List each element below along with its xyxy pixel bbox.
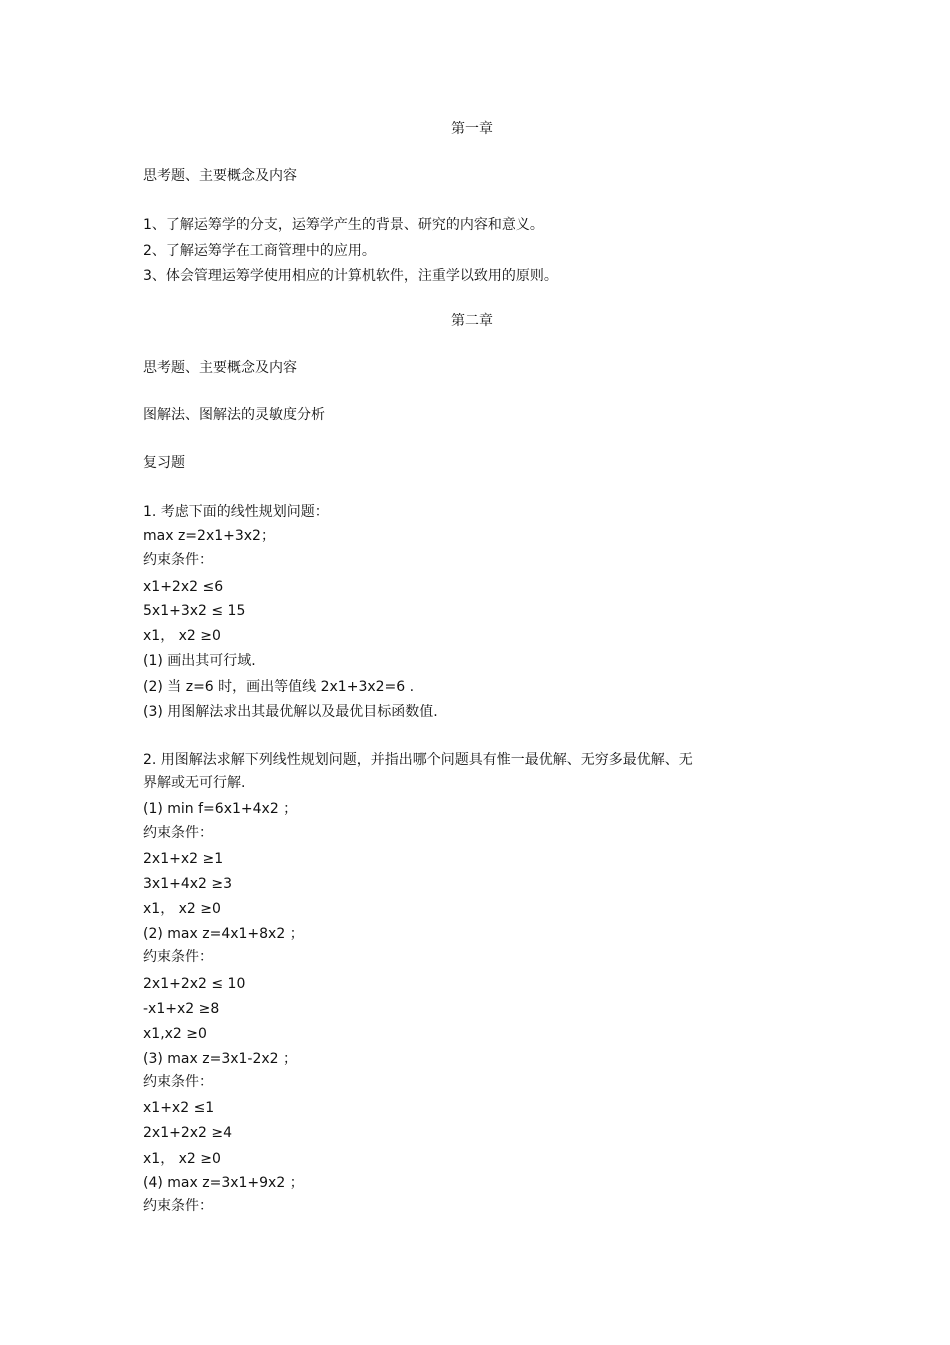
- q2-sub1-constraint-2: 3x1+4x2 ≥3: [143, 876, 233, 892]
- q2-sub3-objective: (3) max z=3x1-2x2 ；: [143, 1051, 298, 1067]
- chapter-1-item-2: 2、了解运筹学在工商管理中的应用。: [143, 243, 376, 259]
- chapter-2-title: 第二章: [451, 313, 493, 329]
- q1-constraint-1: x1+2x2 ≤6: [143, 579, 224, 595]
- q2-sub2-constraint-1: 2x1+2x2 ≤ 10: [143, 976, 246, 992]
- q2-sub2-constraint-3: x1,x2 ≥0: [143, 1026, 207, 1042]
- q1-constraint-3: x1， x2 ≥0: [143, 628, 221, 644]
- q2-sub3-constraint-2: 2x1+2x2 ≥4: [143, 1125, 233, 1141]
- q2-sub2-constraint-label: 约束条件：: [143, 949, 213, 965]
- chapter-2-topics: 图解法、图解法的灵敏度分析: [143, 407, 325, 423]
- q1-part-3: (3) 用图解法求出其最优解以及最优目标函数值.: [143, 704, 438, 720]
- q2-sub1-objective: (1) min f=6x1+4x2 ；: [143, 801, 298, 817]
- q1-part-2: (2) 当 z=6 时，画出等值线 2x1+3x2=6 .: [143, 679, 415, 695]
- chapter-1-item-3: 3、体会管理运筹学使用相应的计算机软件，注重学以致用的原则。: [143, 268, 558, 284]
- q2-sub1-constraint-1: 2x1+x2 ≥1: [143, 851, 224, 867]
- q1-stem: 1. 考虑下面的线性规划问题：: [143, 504, 329, 520]
- q2-sub1-constraint-label: 约束条件：: [143, 825, 213, 841]
- q2-sub4-objective: (4) max z=3x1+9x2 ；: [143, 1175, 304, 1191]
- q2-stem-line-2: 界解或无可行解.: [143, 775, 246, 791]
- q2-sub3-constraint-3: x1， x2 ≥0: [143, 1151, 221, 1167]
- q2-sub3-constraint-1: x1+x2 ≤1: [143, 1100, 215, 1116]
- q1-objective: max z=2x1+3x2；: [143, 528, 275, 544]
- q2-sub3-constraint-label: 约束条件：: [143, 1074, 213, 1090]
- q1-constraint-2: 5x1+3x2 ≤ 15: [143, 603, 246, 619]
- q2-sub2-objective: (2) max z=4x1+8x2 ；: [143, 926, 304, 942]
- chapter-2-heading: 思考题、主要概念及内容: [143, 360, 297, 376]
- q2-sub1-constraint-3: x1， x2 ≥0: [143, 901, 221, 917]
- chapter-1-heading: 思考题、主要概念及内容: [143, 168, 297, 184]
- chapter-1-title: 第一章: [451, 121, 493, 137]
- q1-constraint-label: 约束条件：: [143, 552, 213, 568]
- q2-sub4-constraint-label: 约束条件：: [143, 1198, 213, 1214]
- review-heading: 复习题: [143, 455, 185, 471]
- chapter-1-item-1: 1、了解运筹学的分支，运筹学产生的背景、研究的内容和意义。: [143, 217, 544, 233]
- q2-sub2-constraint-2: -x1+x2 ≥8: [143, 1001, 220, 1017]
- q2-stem-line-1: 2. 用图解法求解下列线性规划问题，并指出哪个问题具有惟一最优解、无穷多最优解、无: [143, 752, 693, 768]
- q1-part-1: (1) 画出其可行域.: [143, 653, 256, 669]
